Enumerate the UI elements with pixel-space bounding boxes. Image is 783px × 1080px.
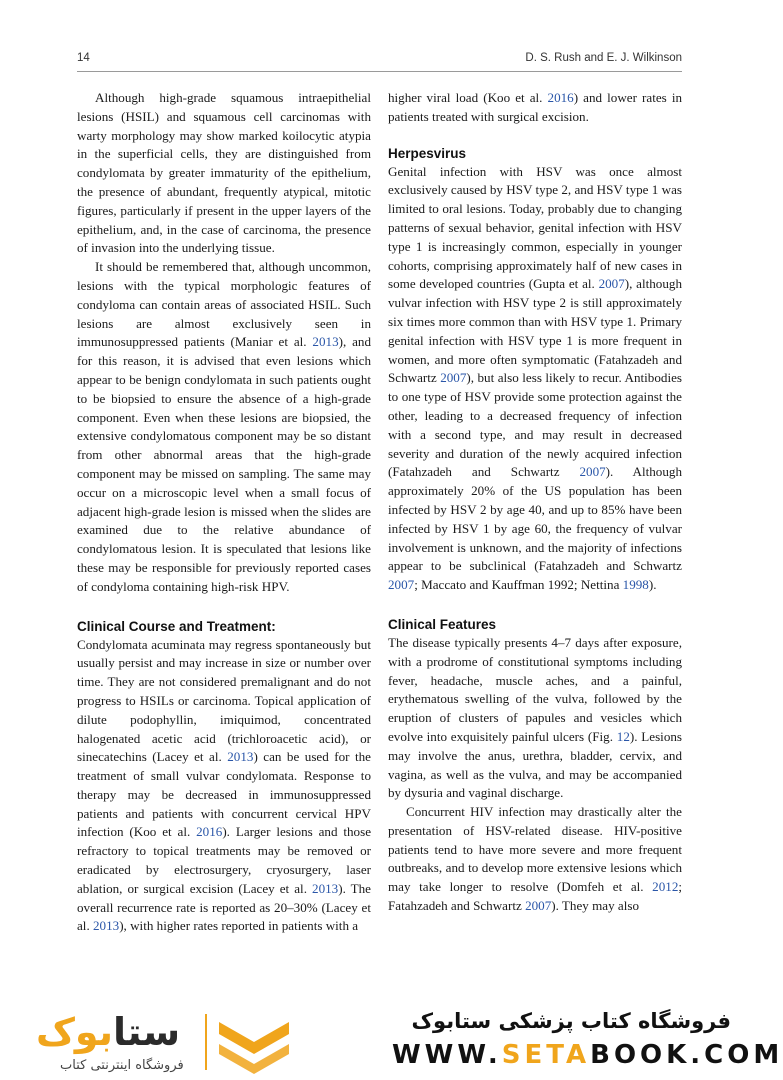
- citation-link[interactable]: 2016: [547, 90, 574, 105]
- section-heading: Clinical Course and Treatment:: [77, 618, 276, 634]
- running-head: D. S. Rush and E. J. Wilkinson: [525, 52, 682, 64]
- citation-link[interactable]: 2013: [312, 880, 339, 896]
- section-heading: Clinical Features: [388, 616, 497, 632]
- citation-link[interactable]: 2007: [579, 464, 606, 480]
- citation-link[interactable]: 2007: [598, 276, 625, 292]
- left-column: [77, 89, 371, 936]
- figure-link[interactable]: 12: [616, 728, 630, 744]
- paragraph: Genital infection with HSV was once almost exclusively caused by HSV type 2, and HSV type 1 was limited to oral lesions. Today, probably due to changing patterns of sexual behavior, genital infection with HSV type 1 is increasingly common, especially in younger cohorts, comprising approximately half of new cases in some developed countries (Gupta et al. 2007), although vulvar infection with HSV type 2 is still approximately six times more common than with HSV type 1. Primary genital infection with HSV type 1 is more frequent in women, and more often symptomatic (Fatahzadeh and Schwartz 2007), but also less likely to recur. Antibodies to one type of HSV provide some protection against the other, leading to a decreased frequency of infection with a second type, and may result in decreased severity and duration of the newly acquired infection (Fatahzadeh and Schwartz 2007). Although approximately 20% of the US population has been infected by HSV 2 by age 40, and up to 85% have been infected by HSV 1 by age 60, the frequency of vulvar involvement is unknown, and the majority of infections appear to be subclinical (Fatahzadeh and Schwartz 2007; Maccato and Kauffman 1992; Nettina 1998).: [388, 163, 682, 593]
- store-logo-chevron-icon: [215, 1012, 293, 1074]
- header-rule: [77, 71, 682, 72]
- citation-link[interactable]: 2007: [440, 370, 467, 386]
- citation-link[interactable]: 2007: [388, 577, 415, 593]
- citation-link[interactable]: 2007: [525, 898, 552, 914]
- store-title: فروشگاه کتاب پزشکی ستابوک: [411, 1009, 731, 1033]
- page-header: [77, 52, 682, 68]
- citation-link[interactable]: 2013: [93, 918, 120, 934]
- store-url[interactable]: WWW.SETABOOK.COM: [392, 1040, 783, 1070]
- paragraph: Condylomata acuminata may regress spontaneously but usually persist and may increase in size or number over time. They are not considered premalignant and do not progress to HSILs or carcinoma. Topical application of dilute podophyllin, imiquimod, concentrated halogenated acetic acid (trichloroacetic acid), or sinecatechins (Lacey et al. 2013) can be used for the treatment of small vulvar condylomata. Response to therapy may be decreased in immunosuppressed patients and patients with concurrent cervical HPV infection (Koo et al. 2016). Larger lesions and those refractory to topical treatments may be removed or eradicated by electrosurgery, cryosurgery, laser ablation, or surgical excision (Lacey et al. 2013). The overall recurrence rate is reported as 20–30% (Lacey et al. 2013), with higher rates reported in patients with a: [77, 636, 372, 934]
- paragraph: The disease typically presents 4–7 days after exposure, with a prodrome of constitutional symptoms including fever, headache, muscle aches, and a painful, erythematous swelling of the vulva, followed by the eruption of clusters of papules and vesicles which evolve into exquisitely painful ulcers (Fig. 12). Lesions may involve the anus, urethra, bladder, cervix, and vagina, as well as the vulva, and may be accompanied by dysuria and vaginal discharge.: [388, 634, 683, 801]
- paragraph: It should be remembered that, although uncommon, lesions with the typical morphologic features of condyloma can contain areas of associated HSIL. Such lesions are almost exclusively seen in immunosuppressed patients (Maniar et al. 2013), and for this reason, it is advised that even lesions which appear to be benign condylomata in such patients ought to be biopsied to ensure the absence of a high-grade component. Even when these lesions are biopsied, the extensive condylomatous component may be so distant from other abnormal areas that the high-grade component may be missed on sampling. The same may occur on a microscopic level when a small focus of adjacent high-grade lesion is missed when the slides are examined due to the relative abundance of condylomatous lesion. It is speculated that lesions like these may be responsible for previously reported cases of condyloma containing high-risk HPV.: [77, 259, 371, 594]
- citation-link[interactable]: 2012: [652, 879, 679, 895]
- page-number: 14: [77, 52, 90, 64]
- section-heading: Herpesvirus: [388, 145, 467, 161]
- store-logo-subtitle: فروشگاه اینترنتی کتاب: [60, 1058, 184, 1073]
- store-logo-wordmark: ستابوک: [36, 1010, 181, 1054]
- logo-divider: [205, 1014, 207, 1070]
- paragraph: higher viral load (Koo et al. 2016) and lower rates in patients treated with surgical excision.: [388, 90, 682, 124]
- citation-link[interactable]: 2013: [312, 334, 339, 350]
- paragraph: Although high-grade squamous intraepithelial lesions (HSIL) and squamous cell carcinomas with warty morphology may show marked koilocytic atypia in the superficial cells, they are distinguished from condylomata by greater immaturity of the epithelium, the presence of abundant, frequently atypical, mitotic figures, particularly if present in the upper layers of the epithelium, and, in the case of carcinoma, the presence of invasion into the underlying tissue.: [77, 90, 371, 256]
- citation-link[interactable]: 1998: [622, 577, 649, 593]
- right-column: [388, 89, 682, 916]
- paragraph: Concurrent HIV infection may drastically alter the presentation of HSV-related disease. HIV-positive patients tend to have more severe and more frequent outbreaks, and to develop more extensive lesions which may take longer to resolve (Domfeh et al. 2012; Fatahzadeh and Schwartz 2007). They may also: [388, 804, 682, 914]
- citation-link[interactable]: 2016: [196, 824, 223, 840]
- citation-link[interactable]: 2013: [227, 749, 254, 765]
